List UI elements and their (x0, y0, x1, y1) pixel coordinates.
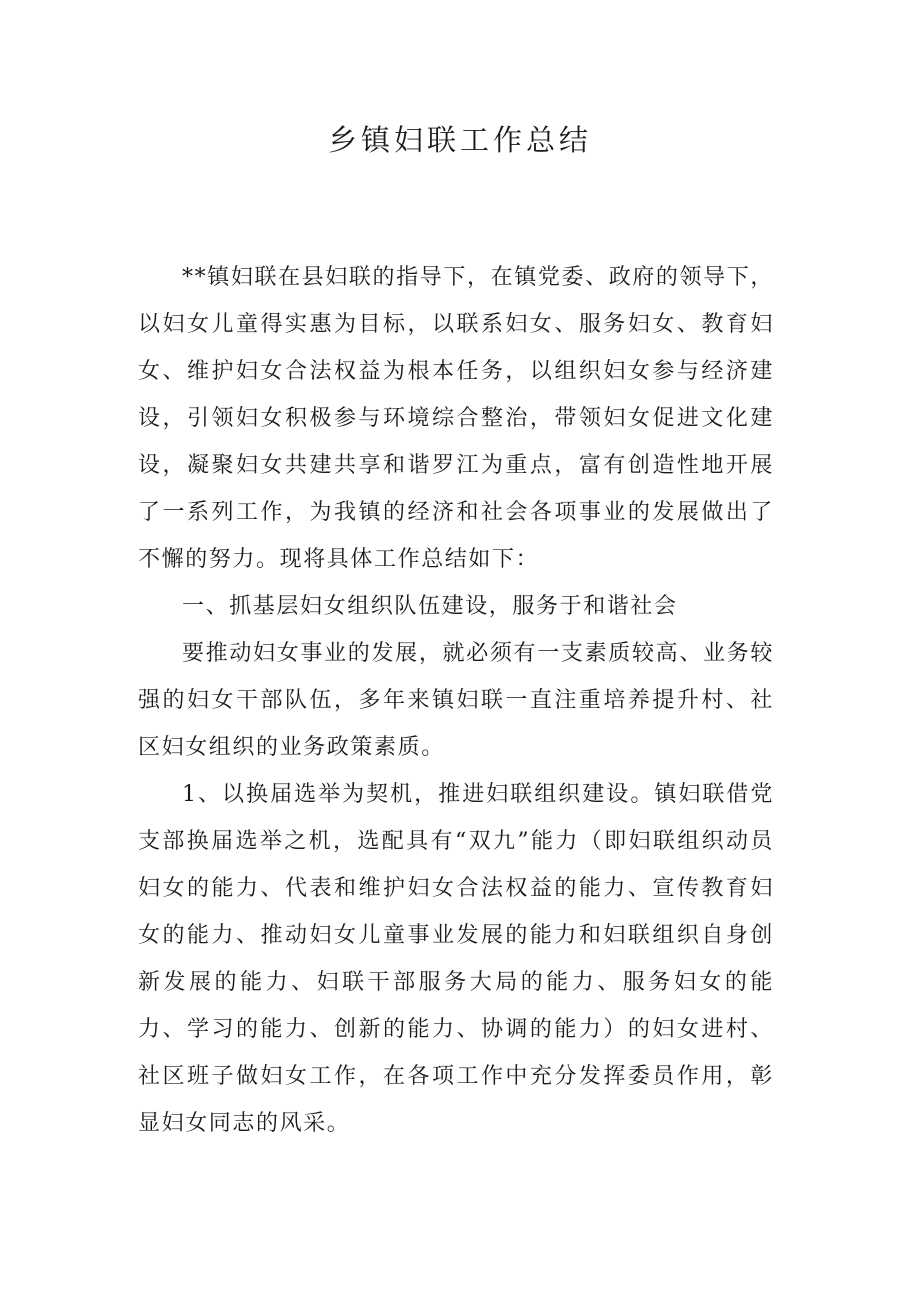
document-title: 乡镇妇联工作总结 (327, 123, 592, 157)
section-heading-1: 一、抓基层妇女组织队伍建设，服务于和谐社会 (182, 594, 678, 619)
section-1-paragraph: 要推动妇女事业的发展，就必须有一支素质较高、业务较强的妇女干部队伍，多年来镇妇联一直注重培养提升村、社区妇女组织的业务政策素质。 (138, 641, 774, 760)
document-body (138, 254, 774, 1147)
intro-paragraph: **镇妇联在县妇联的指导下，在镇党委、政府的领导下，以妇女儿童得实惠为目标，以联系妇女、服务妇女、教育妇女、维护妇女合法权益为根本任务，以组织妇女参与经济建设，引领妇女积极参与环境综合整治，带领妇女促进文化建设，凝聚妇女共建共享和谐罗江为重点，富有创造性地开展了一系列工作，为我镇的经济和社会各项事业的发展做出了不懈的努力。现将具体工作总结如下： (138, 265, 774, 572)
section-1-item-1-paragraph: 1、以换届选举为契机，推进妇联组织建设。镇妇联借党支部换届选举之机，选配具有“双九”能力（即妇联组织动员妇女的能力、代表和维护妇女合法权益的能力、宣传教育妇女的能力、推动妇女儿童事业发展的能力和妇联组织自身创新发展的能力、妇联干部服务大局的能力、服务妇女的能力、学习的能力、创新的能力、协调的能力）的妇女进村、社区班子做妇女工作，在各项工作中充分发挥委员作用，彰显妇女同志的风采。 (138, 782, 774, 1136)
